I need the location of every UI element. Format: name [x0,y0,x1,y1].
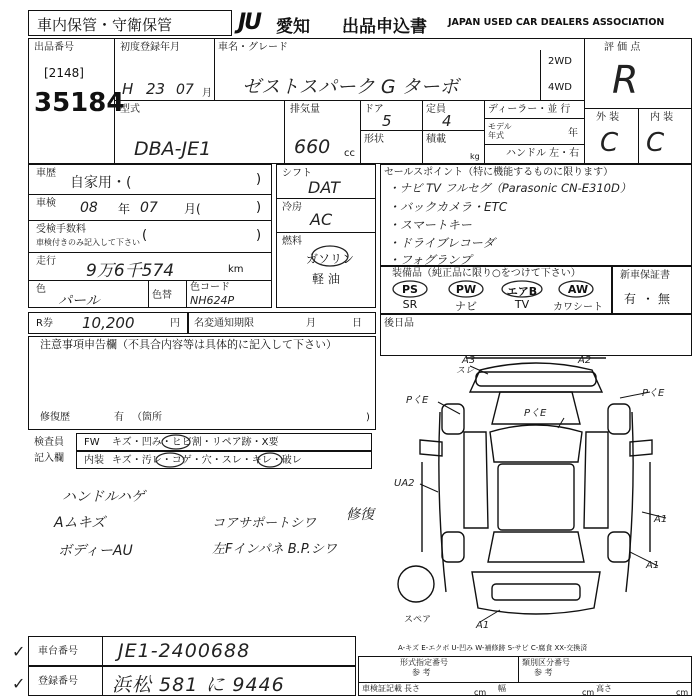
receipt-close: ) [256,228,262,243]
shift-label: シフト [282,168,312,179]
ac-value: AC [310,210,333,229]
ext-code-label: FW [84,437,100,448]
notes-title: 注意事項申告欄（不具合内容等は具体的に記入して下さい） [40,338,337,351]
diagram-label-pe-center: PくE [524,408,547,419]
recycle-unit: 円 [170,318,180,329]
shape-label: 形状 [364,134,384,145]
length-unit: cm [474,688,487,697]
reg-month: 07 [176,82,194,98]
note-handle-wear: ハンドルハゲ [62,489,146,505]
receipt-paren: ( [142,228,148,243]
model-year-unit: 年 [568,128,578,139]
color-code-label: 色コード [190,282,230,293]
model-value: DBA-JE1 [134,138,212,160]
diagram-label-a1-right: A1 [654,514,668,525]
class-ref-label: 参 考 [534,668,553,677]
color-code: NH624P [190,294,235,307]
rear-items-box [380,314,692,356]
ju-logo: JU [238,10,261,35]
capacity-label: 定員 [426,104,446,115]
check-mark-2: ✓ [12,674,26,693]
diagram-label-a1-bottom: A1 [476,620,490,631]
int-label: 内 装 [650,112,674,123]
insp-close: ) [256,200,262,215]
capacity-value: 4 [442,112,452,130]
insp-month: 07 [140,200,158,216]
lot-label: 出品番号 [34,42,74,53]
diagram-label-a2: A2 [578,355,592,366]
equipment-circles [388,280,612,298]
class-number-label: 類別区分番号 [522,658,570,667]
reg-era: H [122,80,134,98]
height-unit: cm [676,688,689,697]
width-label: 幅 [498,684,506,693]
storage-label: 車内保管・守衛保管 [37,16,173,34]
ext-label: 外 装 [596,112,620,123]
insp-year-unit: 年 [118,202,131,216]
warranty-sep: ・ [642,292,655,306]
selling-point-4: ・ドライブレコーダ [388,236,495,250]
inspection-label: 車検 [36,198,56,209]
shift-value: DAT [308,178,340,197]
size-label: 車検証記載 [362,684,402,693]
length-label: 長さ [404,684,420,693]
selling-point-1: ・ナビ TV フルセグ（Parasonic CN-E310D） [388,181,632,195]
displacement-unit: cc [344,148,355,159]
name-change-day: 日 [352,318,362,329]
diagram-label-scuff: スレ [456,366,475,376]
color-value: パール [58,293,100,309]
chassis-label: 車台番号 [38,646,78,657]
note-body-au: ボディーAU [58,543,133,559]
repair-label: 修復歴 [40,412,70,423]
diagram-label-spare: スペア [404,615,432,625]
int-codes: キズ・汚レ・コゲ・穴・スレ・キレ・破レ [112,455,302,466]
repair-value: 有 [114,412,124,423]
form-number-label: 形式指定番号 [400,658,448,667]
equip-code-4: AW [567,283,589,296]
diagram-label-pe-right: PくE [642,388,665,399]
form-title: 出品申込書 [342,17,427,37]
score-label: 評 価 点 [604,42,641,53]
repair-place: （箇所 [132,412,162,423]
ext-codes: キズ・凹み・ヒビ割・リペア跡・X要 [112,437,279,448]
diagram-label-a1-rear: A1 [646,560,660,571]
note-repair: 修復 [346,507,374,523]
int-code-label: 内装 [84,455,104,466]
plate-number: 浜松 581 に 9446 [112,674,285,696]
model-label: 型式 [120,104,140,115]
diagram-legend: A-キズ E-エクボ U-凹み W-補修跡 S-サビ C-腐食 XX-交換済 [398,644,588,652]
ac-label: 冷房 [282,202,302,213]
diagram-label-ua2: UA2 [394,478,415,489]
fuel-gas: ガソリン [306,252,355,266]
insp-year: 08 [80,200,98,216]
recycle-label: R券 [36,318,53,329]
model-year-label: モデル年式 [488,122,512,140]
warranty-yes: 有 [624,292,637,306]
equip-name-4: カワシート [553,302,603,313]
equip-name-1: SR [402,298,418,311]
displacement-label: 排気量 [290,104,320,115]
fuel-gas-circle [310,244,350,268]
selling-point-2: ・バックカメラ・ETC [388,200,508,214]
name-change-label: 名変通知期限 [194,318,254,329]
width-unit: cm [582,688,595,697]
mileage-value: 9万6千574 [86,261,175,281]
org-name: 愛知 [276,17,310,37]
drive-2wd: 2WD [548,56,572,67]
rear-items-label: 後日品 [384,318,414,329]
equip-code-1: PS [402,283,418,296]
inspector-label: 検査員 [34,437,64,448]
insp-month-unit: 月( [184,202,201,216]
car-name-label: 車名・グレード [218,42,288,53]
int-grade: C [646,128,665,158]
height-label: 高さ [596,684,612,693]
receipt-label: 受検手数料 [36,224,86,235]
name-change-month: 月 [306,318,316,329]
reg-year: 23 [146,80,166,98]
warranty-label: 新車保証書 [620,270,670,281]
lot-number: 35184 [34,88,125,118]
plate-label: 登録番号 [38,676,78,687]
note-core-support: コアサポートシワ [212,516,317,531]
ext-grade: C [600,128,619,158]
note-instrument-panel: 左Fインパネ B.P.シワ [212,542,337,557]
repair-close: ) [366,412,370,423]
selling-points-title: セールスポイント（特に機能するものに限ります） [384,167,614,178]
history-value: 自家用・( [70,175,132,191]
diagram-label-pe-left: PくE [406,395,429,406]
receipt-note: 車検付きのみ記入して下さい [36,238,140,247]
equip-code-3: エアB [506,285,538,298]
chassis-number: JE1-2400688 [118,640,251,662]
equip-name-3: TV [514,298,530,311]
displacement-value: 660 [294,136,331,158]
recycle-value: 10,200 [82,314,135,332]
form-ref-label: 参 考 [412,668,431,677]
history-close: ) [256,172,262,187]
diagram-label-a3: A3 [462,355,476,366]
color-exchange-label: 色替 [152,290,172,301]
mileage-unit: km [228,264,244,275]
equip-code-2: PW [455,283,477,296]
equipment-title: 装備品（純正品に限り○をつけて下さい） [392,268,581,279]
score-value: R [612,58,639,102]
handle-label: ハンドル 左・右 [506,148,580,159]
note-a-scratch: Aムキズ [54,515,106,531]
association-name: JAPAN USED CAR DEALERS ASSOCIATION [448,17,665,28]
equip-name-2: ナビ [455,300,477,313]
car-name: ゼストスパーク G ターボ [242,76,459,98]
door-value: 5 [382,112,392,130]
fuel-diesel: 軽 油 [312,272,340,286]
door-label: ドア [364,104,384,115]
selling-point-3: ・スマートキー [388,218,472,232]
load-unit: kg [470,152,480,161]
bracket-number: [2148] [44,66,84,80]
reg-label: 初度登録年月 [120,42,180,53]
history-label: 車歴 [36,168,56,179]
check-mark-1: ✓ [12,642,26,661]
dealer-label: ディーラー・並 行 [488,104,571,115]
entry-label: 記入欄 [34,453,64,464]
drive-4wd: 4WD [548,82,572,93]
selling-point-5: ・フォグランプ [388,253,472,267]
mileage-label: 走行 [36,256,56,267]
color-label: 色 [36,284,46,295]
warranty-no: 無 [658,292,671,306]
code-circles [140,433,300,469]
reg-month-unit: 月 [202,88,212,99]
load-label: 積載 [426,134,446,145]
details-box [28,164,272,308]
fuel-label: 燃料 [282,236,302,247]
storage-box [28,10,232,36]
